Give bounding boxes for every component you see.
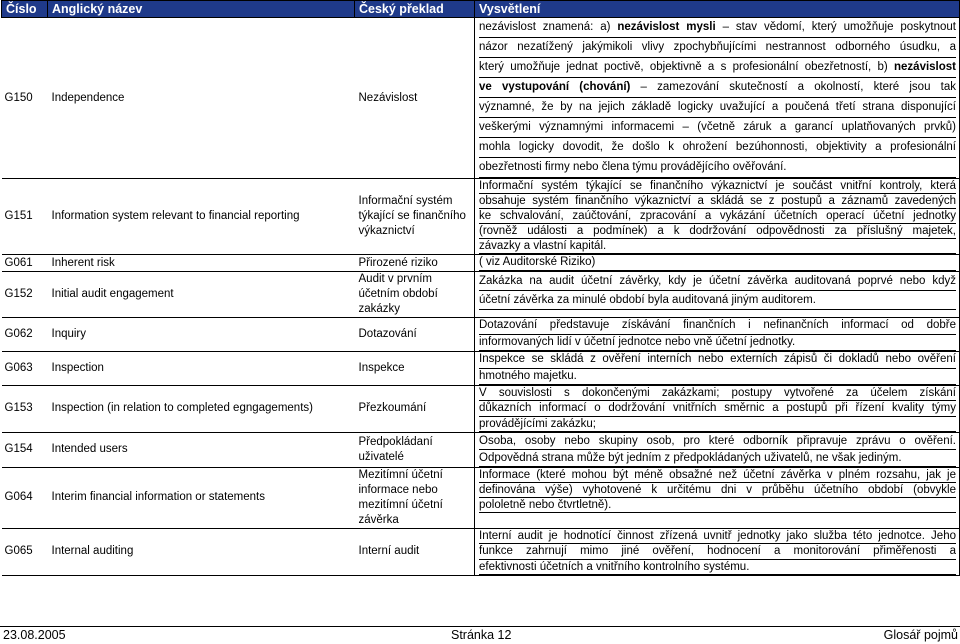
table-row bbox=[2, 18, 960, 179]
term-english: Independence bbox=[48, 18, 355, 179]
table-row bbox=[2, 179, 960, 255]
explanation-line: názor nezatížený jakýmikoli vlivy zpochybňujícími nestrannost odborného úsudku, a bbox=[479, 38, 956, 58]
term-english: Inquiry bbox=[48, 318, 355, 352]
term-explanation bbox=[475, 386, 960, 433]
table-row bbox=[2, 528, 960, 575]
term-czech: Interní audit bbox=[355, 528, 475, 575]
term-code: G065 bbox=[2, 528, 48, 575]
term-english: Initial audit engagement bbox=[48, 272, 355, 318]
explanation-line: V souvislosti s dokončenými zakázkami; postupy vytvořené za účelem získání bbox=[479, 386, 956, 401]
explanation-line: hmotného majetku. bbox=[479, 369, 956, 386]
table-row bbox=[2, 467, 960, 528]
explanation-line: Dotazování představuje získávání finančních i nefinančních informací od dobře bbox=[479, 318, 956, 335]
explanation-line: obezřetnosti firmy nebo člena týmu provádějícího ověřování. bbox=[479, 158, 956, 178]
term-czech: Přirozené riziko bbox=[355, 255, 475, 272]
term-english: Interim financial information or statements bbox=[48, 467, 355, 528]
term-explanation bbox=[475, 352, 960, 386]
term-code: G151 bbox=[2, 179, 48, 255]
glossary-table bbox=[1, 0, 960, 576]
term-english: Information system relevant to financial reporting bbox=[48, 179, 355, 255]
term-czech: Inspekce bbox=[355, 352, 475, 386]
explanation-line: definována výše) vyhotovené k určitému dni v průběhu účetního období (obvykle bbox=[479, 483, 956, 496]
term-explanation bbox=[475, 467, 960, 528]
explanation-line: Informace (které mohou být méně obsažné než účetní závěrka v plném rozsahu, jak je bbox=[479, 468, 956, 481]
term-english: Intended users bbox=[48, 432, 355, 467]
term-explanation bbox=[475, 432, 960, 467]
explanation-line: (rovněž události a podmínek) a k dodržování odpovědnosti za příslušný majetek, bbox=[479, 225, 956, 237]
term-explanation bbox=[475, 272, 960, 318]
footer-date: 23.08.2005 bbox=[3, 628, 66, 642]
explanation-line: nezávislost znamená: a) nezávislost mysli – stav vědomí, který umožňuje poskytnout bbox=[479, 18, 956, 38]
table-row bbox=[2, 432, 960, 467]
term-explanation bbox=[475, 179, 960, 255]
term-explanation bbox=[475, 318, 960, 352]
explanation-line: informovaných lidí v účetní jednotce nebo vně účetní jednotky. bbox=[479, 335, 956, 352]
term-english: Inspection bbox=[48, 352, 355, 386]
term-english: Inherent risk bbox=[48, 255, 355, 272]
term-czech: Přezkoumání bbox=[355, 386, 475, 433]
term-code: G153 bbox=[2, 386, 48, 433]
table-row bbox=[2, 318, 960, 352]
explanation-line: veškerými významnými informacemi – (včetně záruk a garancí uplatňovaných prvků) bbox=[479, 118, 956, 138]
explanation-line: který umožňuje jednat poctivě, objektivně a s profesionální obezřetností, b) nezávislost bbox=[479, 58, 956, 78]
term-czech: Dotazování bbox=[355, 318, 475, 352]
explanation-line: provádějícími zakázku; bbox=[479, 417, 956, 432]
term-code: G064 bbox=[2, 467, 48, 528]
explanation-line: důkazních informací o dodržování vnitřních směrnic a postupů při řízení kvality týmy bbox=[479, 401, 956, 416]
explanation-line: ve vystupování (chování) – zamezování skutečností a okolností, které jsou tak bbox=[479, 78, 956, 98]
table-row bbox=[2, 386, 960, 433]
explanation-line: účetní závěrka za minulé období byla auditovaná jiným auditorem. bbox=[479, 291, 956, 310]
term-english: Inspection (in relation to completed egngagements) bbox=[48, 386, 355, 433]
explanation-line: Informační systém týkající se finančního výkaznictví je součást vnitřní kontroly, která bbox=[479, 180, 956, 192]
term-code: G063 bbox=[2, 352, 48, 386]
header-code: Číslo bbox=[2, 1, 48, 18]
term-czech: Informační systém týkající se finančního výkaznictví bbox=[355, 179, 475, 255]
explanation-line: Zakázka na audit účetní závěrky, kdy je účetní závěrka auditovaná poprvé nebo když bbox=[479, 272, 956, 291]
explanation-line: závazky a vlastní kapitál. bbox=[479, 239, 956, 254]
term-czech: Audit v prvním účetním období zakázky bbox=[355, 272, 475, 318]
explanation-line: ( viz Auditorské Riziko) bbox=[479, 255, 956, 271]
footer-document: Glosář pojmů bbox=[883, 628, 958, 642]
table-row bbox=[2, 255, 960, 272]
header-row bbox=[2, 1, 960, 18]
term-czech: Nezávislost bbox=[355, 18, 475, 179]
explanation-line: mohla logicky dovodit, že došlo k ohrožení bezúhonnosti, objektivity a profesionální bbox=[479, 138, 956, 158]
term-explanation bbox=[475, 528, 960, 575]
term-explanation bbox=[475, 255, 960, 272]
explanation-line: funkce zahrnují mimo jiné ověření, hodnocení a monitorování přiměřenosti a bbox=[479, 544, 956, 559]
explanation-line: Odpovědná strana může být jedním z předpokládaných uživatelů, ne však jediným. bbox=[479, 450, 956, 467]
explanation-line: Osoba, osoby nebo skupiny osob, pro které odborník připravuje zprávu o ověření. bbox=[479, 433, 956, 450]
term-czech: Předpokládaní uživatelé bbox=[355, 432, 475, 467]
footer-page: Stránka 12 bbox=[451, 628, 512, 642]
term-code: G154 bbox=[2, 432, 48, 467]
term-code: G150 bbox=[2, 18, 48, 179]
term-code: G062 bbox=[2, 318, 48, 352]
explanation-line: ke schvalování, zaúčtování, zpracování a vykázání účetních operací účetní jednotky bbox=[479, 210, 956, 222]
term-explanation bbox=[475, 18, 960, 179]
term-english: Internal auditing bbox=[48, 528, 355, 575]
header-explanation: Vysvětlení bbox=[475, 1, 960, 18]
term-code: G152 bbox=[2, 272, 48, 318]
explanation-line: Interní audit je hodnotící činnost zřízená uvnitř jednotky jako služba této jednotce. Jeho bbox=[479, 529, 956, 544]
term-code: G061 bbox=[2, 255, 48, 272]
explanation-line: obsahuje systém finančního výkaznictví a skládá se z postupů a záznamů zavedených bbox=[479, 195, 956, 207]
page-footer bbox=[0, 626, 960, 644]
table-row bbox=[2, 272, 960, 318]
explanation-line: významné, že by na jejich základě logicky uvažující a poučená třetí strana disponující bbox=[479, 98, 956, 118]
explanation-line: Inspekce se skládá z ověření interních nebo externích zápisů či dokladů nebo ověření bbox=[479, 352, 956, 369]
explanation-line: efektivnosti účetních a vnitřního kontrolního systému. bbox=[479, 560, 956, 575]
explanation-line: pololetně nebo čtvrtletně). bbox=[479, 498, 956, 513]
term-czech: Mezitímní účetní informace nebo mezitímní účetní závěrka bbox=[355, 467, 475, 528]
table-row bbox=[2, 352, 960, 386]
header-czech: Český překlad bbox=[355, 1, 475, 18]
header-english: Anglický název bbox=[48, 1, 355, 18]
